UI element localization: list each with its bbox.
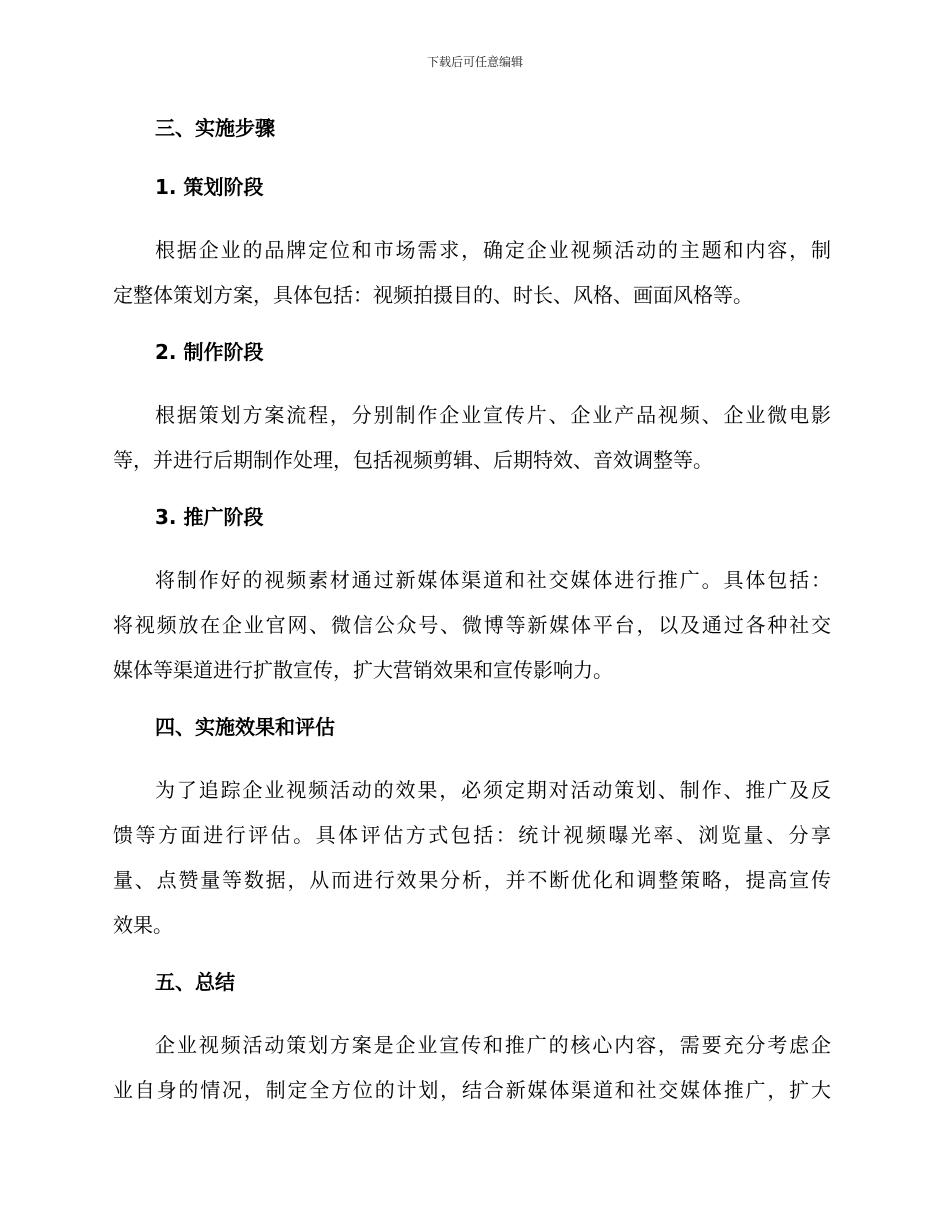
document-body — [113, 110, 831, 1113]
paragraph-line: 将视频放在企业官网、微信公众号、微博等新媒体平台，以及通过各种社交 — [113, 613, 831, 637]
paragraph-line: 媒体等渠道进行扩散宣传，扩大营销效果和宣传影响力。 — [113, 658, 613, 682]
paragraph-line: 等，并进行后期制作处理，包括视频剪辑、后期特效、音效调整等。 — [113, 448, 713, 472]
paragraph-line: 为了追踪企业视频活动的效果，必须定期对活动策划、制作、推广及反 — [155, 778, 831, 802]
paragraph-production — [113, 393, 831, 483]
page-header-note: 下载后可任意编辑 — [426, 55, 523, 69]
paragraph-effect-evaluation — [113, 768, 831, 948]
subsection-heading-production: 2. 制作阶段 — [155, 340, 264, 364]
subsection-heading-planning: 1. 策划阶段 — [155, 175, 264, 199]
section-heading-summary: 五、总结 — [155, 970, 235, 994]
section-heading-implementation-steps: 三、实施步骤 — [155, 116, 275, 140]
paragraph-line: 量、点赞量等数据，从而进行效果分析，并不断优化和调整策略，提高宣传 — [113, 868, 831, 892]
paragraph-line: 根据企业的品牌定位和市场需求，确定企业视频活动的主题和内容，制 — [155, 238, 831, 262]
section-heading-effect-evaluation: 四、实施效果和评估 — [155, 715, 335, 739]
paragraph-summary — [113, 1023, 831, 1113]
paragraph-line: 馈等方面进行评估。具体评估方式包括：统计视频曝光率、浏览量、分享 — [113, 823, 831, 847]
paragraph-line: 定整体策划方案，具体包括：视频拍摄目的、时长、风格、画面风格等。 — [113, 283, 753, 307]
paragraph-line: 根据策划方案流程，分别制作企业宣传片、企业产品视频、企业微电影 — [155, 403, 831, 427]
paragraph-line: 将制作好的视频素材通过新媒体渠道和社交媒体进行推广。具体包括： — [155, 568, 831, 592]
paragraph-line: 企业视频活动策划方案是企业宣传和推广的核心内容，需要充分考虑企 — [155, 1033, 831, 1057]
paragraph-line: 业自身的情况，制定全方位的计划，结合新媒体渠道和社交媒体推广，扩大 — [113, 1078, 831, 1102]
paragraph-line: 效果。 — [113, 913, 173, 937]
subsection-heading-promotion: 3. 推广阶段 — [155, 505, 264, 529]
paragraph-promotion — [113, 558, 831, 693]
paragraph-planning — [113, 228, 831, 318]
